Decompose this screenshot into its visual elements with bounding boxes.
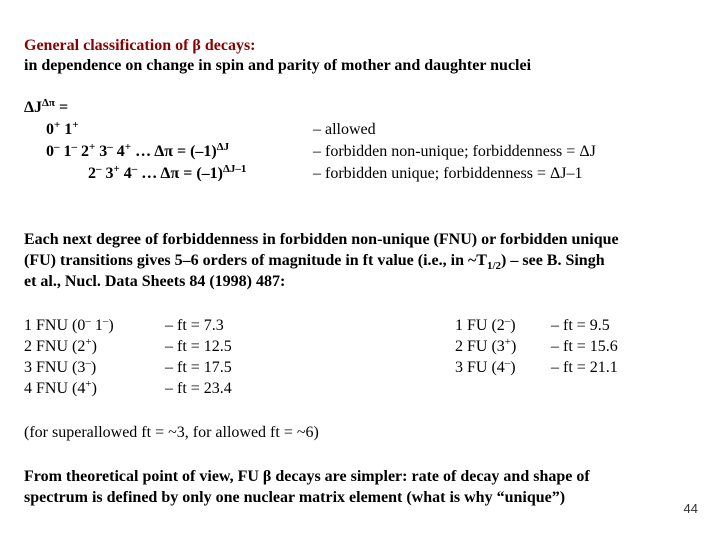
fnu-ft: – ft = 17.5 [165, 359, 232, 376]
delta-j-pi-header: $\Delta J^{\Delta\pi}$ = [24, 97, 69, 116]
fu-ft: – ft = 9.5 [551, 317, 610, 334]
fnu-item: 1 FNU (0– 1–) [24, 315, 114, 334]
fnu-item: 3 FNU (3–) [24, 357, 97, 376]
fnu-label: – forbidden non-unique; forbiddenness = ΔJ [313, 143, 596, 160]
fnu-ft: – ft = 7.3 [165, 317, 224, 334]
allowed-label: – allowed [313, 121, 376, 138]
para1-line2: (FU) transitions gives 5–6 orders of magnitude in ft value (i.e., in $\sim T_{1/2}$) – see B. Singh [24, 252, 605, 272]
fu-ft: – ft = 15.6 [551, 338, 618, 355]
slide-title: General classification of β decays: [24, 37, 256, 54]
para1-line1: Each next degree of forbiddenness in forbidden non-unique (FNU) or forbidden unique [24, 231, 619, 248]
fu-item: 1 FU (2–) [455, 315, 516, 334]
fnu-item: 4 FNU (4+) [24, 378, 97, 397]
page-number: 44 [683, 501, 698, 516]
para2-line1: From theoretical point of view, FU β decays are simpler: rate of decay and shape of [24, 468, 590, 485]
fnu-ft: – ft = 12.5 [165, 338, 232, 355]
superallowed-note: (for superallowed ft = ~3, for allowed ft = ~6) [24, 424, 319, 441]
fnu-ft: – ft = 23.4 [165, 380, 232, 397]
fu-ft: – ft = 21.1 [551, 359, 618, 376]
fnu-item: 2 FNU (2+) [24, 336, 97, 355]
para2-line2: spectrum is defined by only one nuclear matrix element (what is why “unique”) [24, 489, 566, 506]
slide-subtitle: in dependence on change in spin and parity of mother and daughter nuclei [24, 57, 532, 74]
fu-item: 2 FU (3+) [455, 336, 517, 355]
fu-spins: 2– 3+ 4– … $\Delta\pi = (-1)^{\Delta J-1}$ [88, 163, 247, 182]
allowed-spins: 0+ 1+ [46, 119, 79, 138]
fu-item: 3 FU (4–) [455, 357, 516, 376]
para1-line3: et al., Nucl. Data Sheets 84 (1998) 487: [24, 273, 286, 290]
fnu-spins: 0– 1– 2+ 3– 4+ … $\Delta\pi = (-1)^{\Delta J}$ [46, 141, 230, 160]
fu-label: – forbidden unique; forbiddenness = ΔJ–1 [313, 165, 583, 182]
